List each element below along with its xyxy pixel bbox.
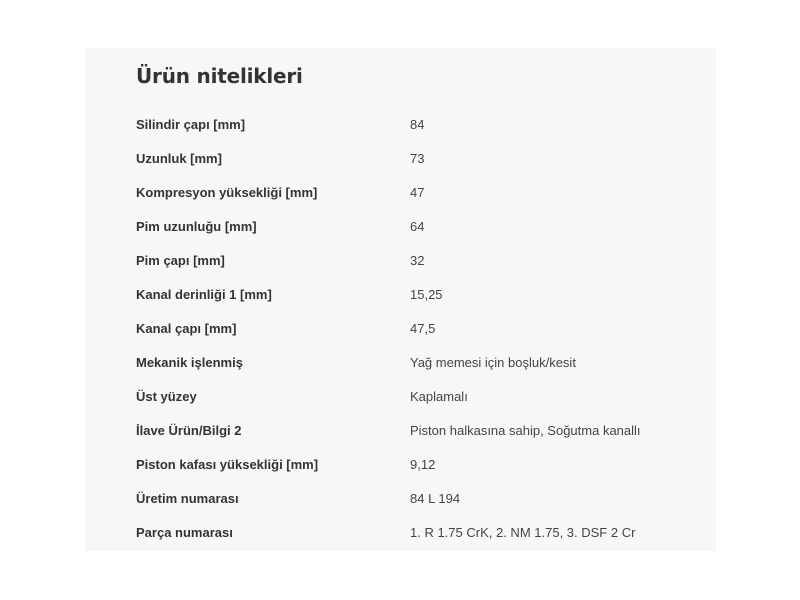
- attribute-label: Üst yüzey: [136, 388, 197, 404]
- attribute-value: 73: [410, 150, 425, 166]
- table-row: [136, 379, 696, 413]
- attributes-table: [136, 107, 696, 549]
- attribute-value: Kaplamalı: [410, 388, 468, 404]
- table-row: [136, 243, 696, 277]
- table-row: [136, 481, 696, 515]
- attribute-value: 9,12: [410, 456, 436, 472]
- attribute-label: Kanal derinliği 1 [mm]: [136, 286, 272, 302]
- table-row: [136, 345, 696, 379]
- attribute-label: İlave Ürün/Bilgi 2: [136, 422, 242, 438]
- table-row: [136, 107, 696, 141]
- attribute-label: Piston kafası yüksekliği [mm]: [136, 456, 319, 472]
- attribute-label: Pim uzunluğu [mm]: [136, 218, 257, 234]
- attribute-label: Silindir çapı [mm]: [136, 116, 246, 132]
- attribute-value: 47,5: [410, 320, 436, 336]
- table-row: [136, 413, 696, 447]
- product-attributes-panel: [85, 48, 716, 551]
- table-row: [136, 141, 696, 175]
- attribute-value: 1. R 1.75 CrK, 2. NM 1.75, 3. DSF 2 Cr: [410, 524, 636, 540]
- attribute-value: 47: [410, 184, 425, 200]
- table-row: [136, 277, 696, 311]
- table-row: [136, 311, 696, 345]
- attribute-label: Pim çapı [mm]: [136, 252, 225, 268]
- attribute-label: Üretim numarası: [136, 490, 239, 506]
- section-title: Ürün nitelikleri: [136, 64, 303, 88]
- attribute-label: Parça numarası: [136, 524, 233, 540]
- attribute-value: Yağ memesi için boşluk/kesit: [410, 354, 576, 370]
- attribute-value: 64: [410, 218, 425, 234]
- table-row: [136, 209, 696, 243]
- attribute-value: 84: [410, 116, 425, 132]
- attribute-value: 84 L 194: [410, 490, 461, 506]
- table-row: [136, 175, 696, 209]
- attribute-label: Uzunluk [mm]: [136, 150, 222, 166]
- table-row: [136, 515, 696, 549]
- attribute-label: Kompresyon yüksekliği [mm]: [136, 184, 318, 200]
- attribute-value: Piston halkasına sahip, Soğutma kanallı: [410, 422, 641, 438]
- attribute-value: 32: [410, 252, 425, 268]
- attribute-label: Kanal çapı [mm]: [136, 320, 237, 336]
- attribute-value: 15,25: [410, 286, 443, 302]
- attribute-label: Mekanik işlenmiş: [136, 354, 243, 370]
- table-row: [136, 447, 696, 481]
